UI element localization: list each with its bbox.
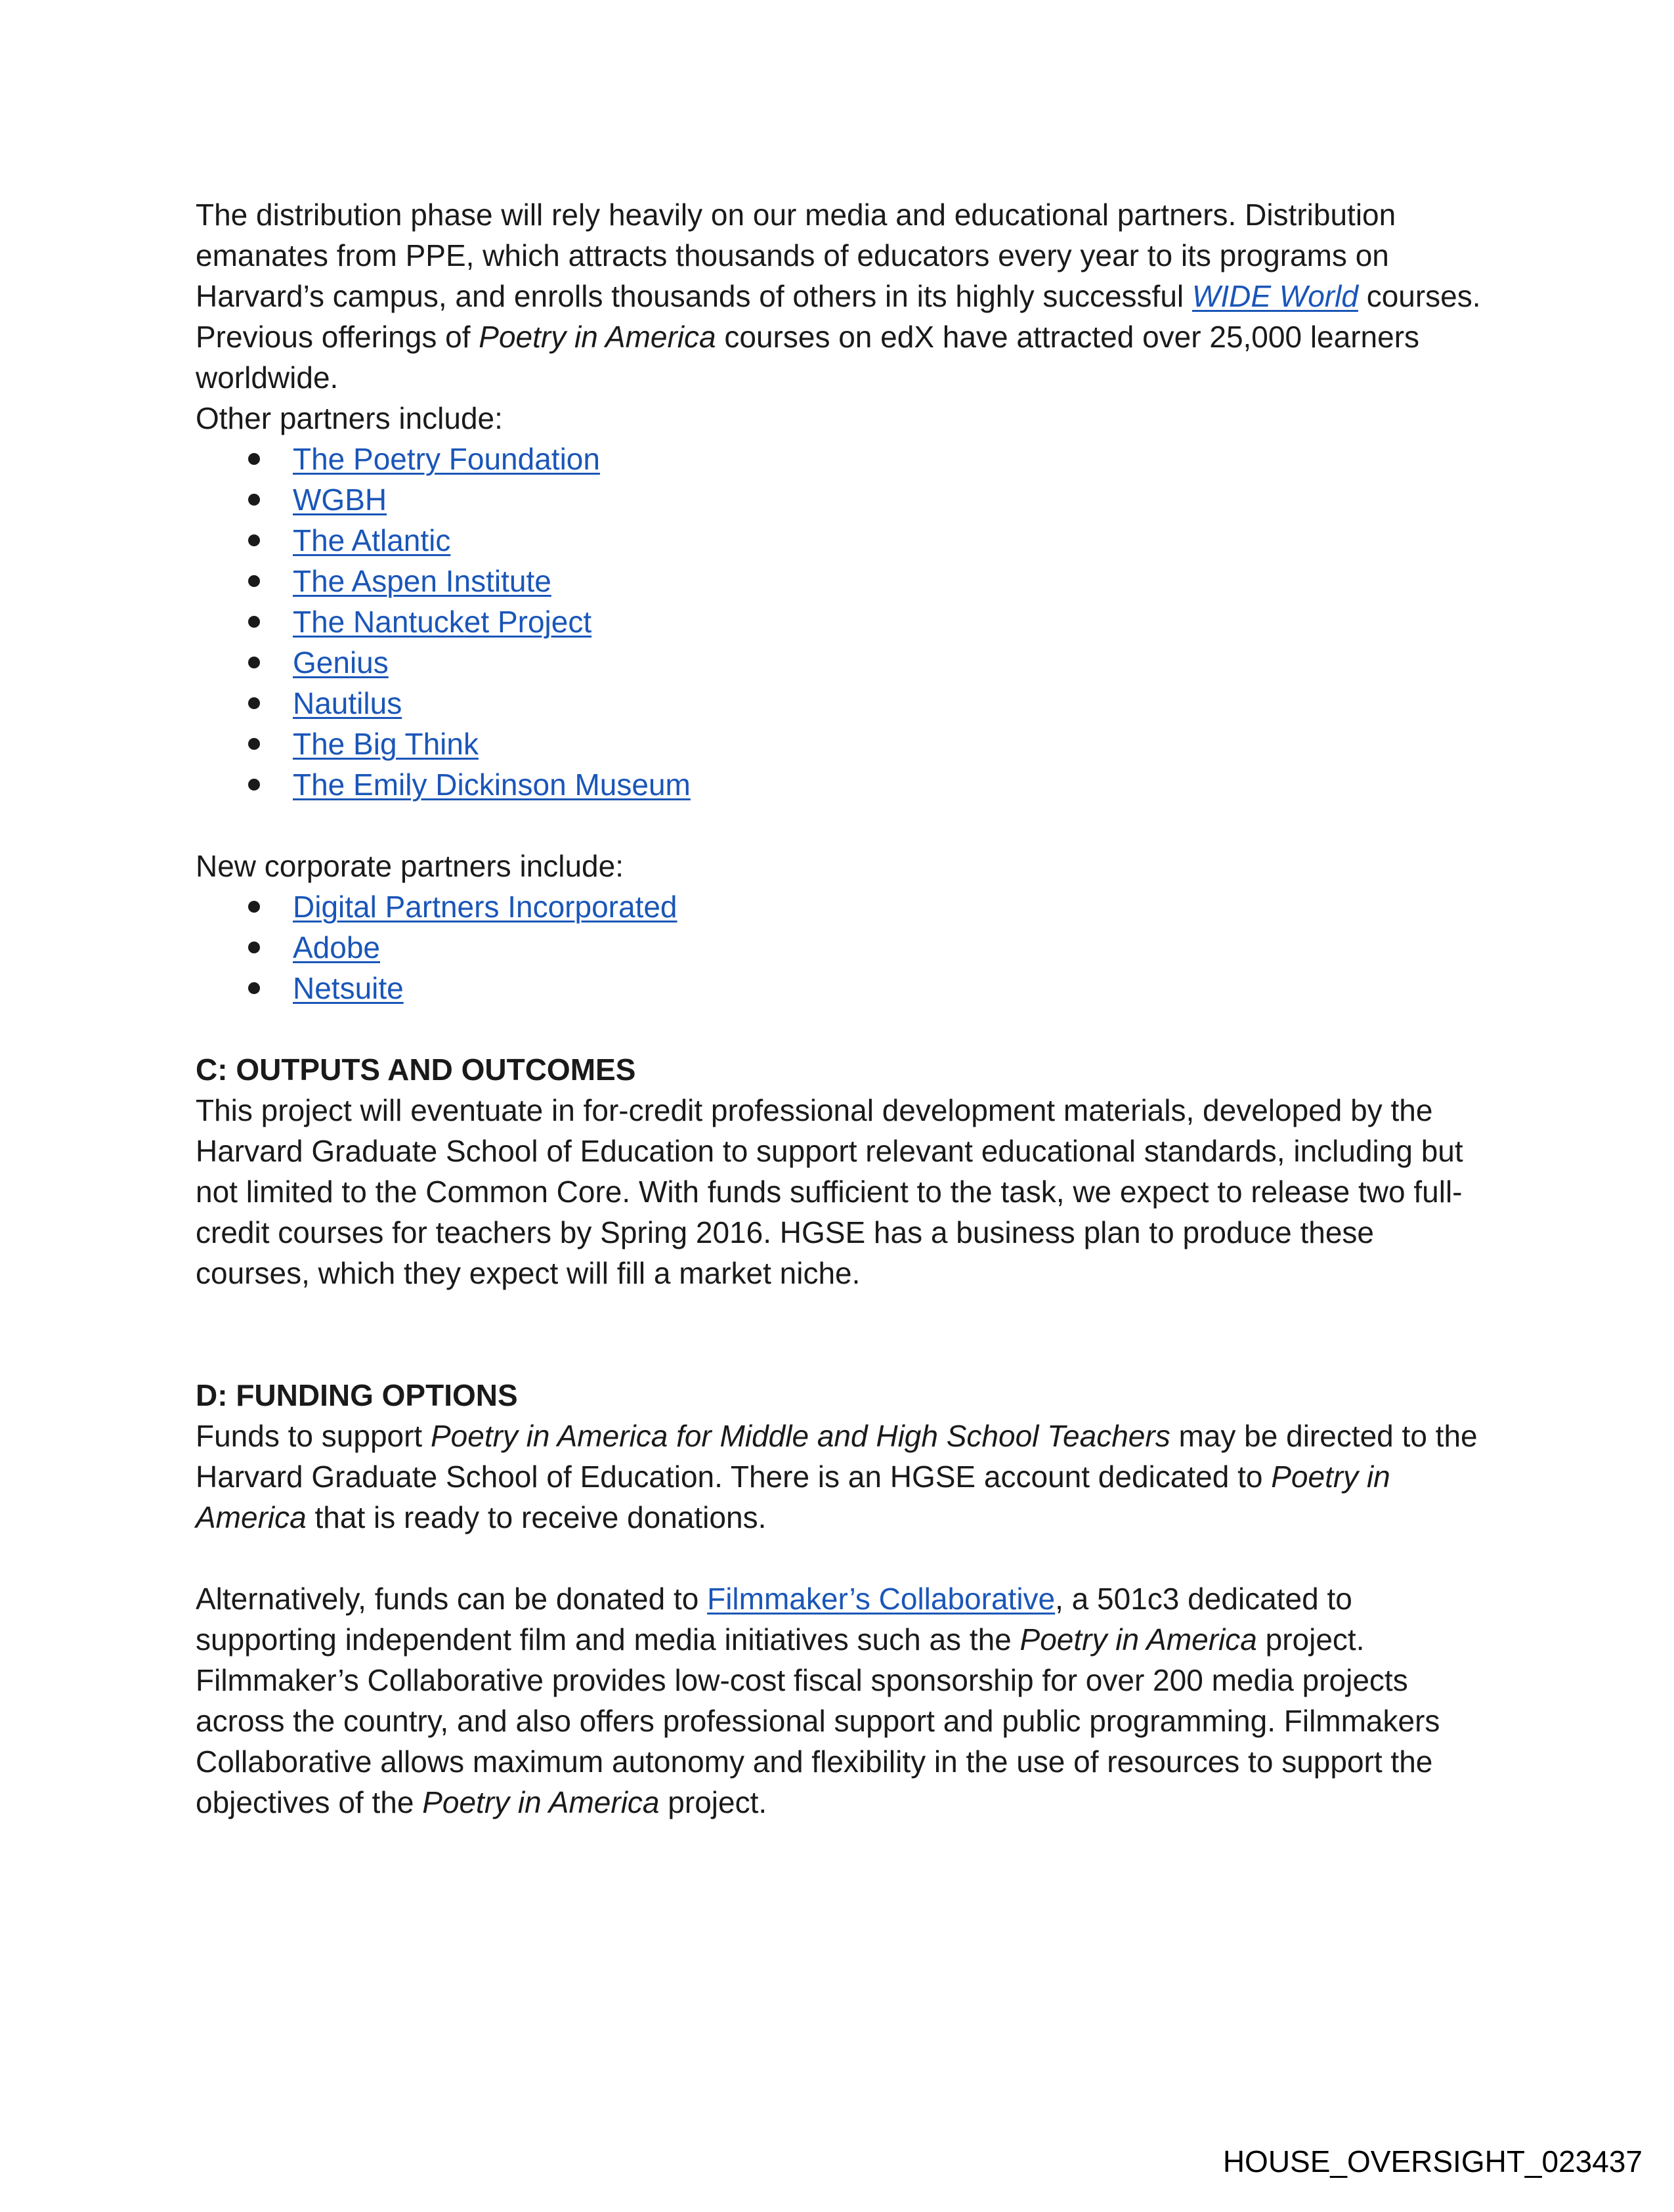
spacer [196, 1008, 1482, 1049]
list-item [196, 968, 1482, 1008]
partner-link-adobe[interactable]: Adobe [293, 930, 381, 965]
partner-link-digital-partners[interactable]: Digital Partners Incorporated [293, 890, 677, 924]
bullet-icon [248, 982, 260, 994]
list-item [196, 886, 1482, 927]
list-item [196, 601, 1482, 642]
bullet-icon [248, 453, 260, 465]
bullet-icon [248, 616, 260, 628]
corporate-partners-list [196, 886, 1482, 1008]
wide-world-link[interactable]: WIDE World [1191, 279, 1358, 313]
filmmakers-collaborative-link[interactable]: Filmmaker’s Collaborative [707, 1582, 1056, 1616]
partner-link-nantucket-project[interactable]: The Nantucket Project [293, 605, 592, 639]
bullet-icon [248, 697, 260, 709]
list-item [196, 683, 1482, 724]
partner-link-nautilus[interactable]: Nautilus [293, 686, 402, 720]
bullet-icon [248, 901, 260, 913]
other-partners-list [196, 439, 1482, 805]
partner-link-netsuite[interactable]: Netsuite [293, 971, 404, 1005]
bullet-icon [248, 494, 260, 506]
partner-link-emily-dickinson-museum[interactable]: The Emily Dickinson Museum [293, 768, 691, 802]
bullet-icon [248, 942, 260, 953]
distribution-paragraph: The distribution phase will rely heavily on our media and educational partners. Distribution emanates from PPE, which attracts thousands of educators every year to its programs on Harvard’s campus, and enrolls thousands of others in its highly successful WIDE World courses. Previous offerings of Poetry in America courses on edX have attracted over 25,000 learners worldwide. [196, 198, 1481, 395]
partner-link-atlantic[interactable]: The Atlantic [293, 523, 451, 557]
partner-link-big-think[interactable]: The Big Think [293, 727, 479, 761]
bullet-icon [248, 534, 260, 546]
bullet-icon [248, 575, 260, 587]
partner-link-poetry-foundation[interactable]: The Poetry Foundation [293, 442, 600, 476]
other-partners-label: Other partners include: [196, 401, 503, 435]
list-item [196, 927, 1482, 968]
list-item [196, 642, 1482, 683]
spacer [196, 1538, 1482, 1578]
funding-paragraph-1: Funds to support Poetry in America for Middle and High School Teachers may be directed to the Harvard Graduate School of Education. There is an HGSE account dedicated to Poetry in America that is ready to receive donations. [196, 1419, 1478, 1534]
list-item [196, 439, 1482, 479]
list-item [196, 520, 1482, 561]
section-heading-funding: D: FUNDING OPTIONS [196, 1378, 518, 1412]
funding-paragraph-2: Alternatively, funds can be donated to Filmmaker’s Collaborative, a 501c3 dedicated to supporting independent film and media initiatives such as the Poetry in America project. Filmmaker’s Collaborative provides low-cost fiscal sponsorship for over 200 media projects across the country, and also offers professional support and public programming. Filmmakers Collaborative allows maximum autonomy and flexibility in the use of resources to support the objectives of the Poetry in America project. [196, 1582, 1440, 1819]
document-page [196, 194, 1482, 1823]
spacer [196, 805, 1482, 846]
partner-link-aspen-institute[interactable]: The Aspen Institute [293, 564, 551, 598]
bates-number: HOUSE_OVERSIGHT_023437 [1222, 2144, 1642, 2179]
bullet-icon [248, 657, 260, 668]
partner-link-genius[interactable]: Genius [293, 645, 389, 680]
list-item [196, 764, 1482, 805]
bullet-icon [248, 738, 260, 750]
outputs-paragraph: This project will eventuate in for-credit professional development materials, developed by the Harvard Graduate School of Education to support relevant educational standards, including but not limited to the Common Core. With funds sufficient to the task, we expect to release two full-credit courses for teachers by Spring 2016. HGSE has a business plan to produce these courses, which they expect will fill a market niche. [196, 1093, 1463, 1290]
spacer [196, 1293, 1482, 1375]
list-item [196, 561, 1482, 601]
bullet-icon [248, 779, 260, 791]
list-item [196, 479, 1482, 520]
list-item [196, 724, 1482, 764]
corporate-partners-label: New corporate partners include: [196, 849, 624, 883]
section-heading-outputs: C: OUTPUTS AND OUTCOMES [196, 1052, 636, 1087]
partner-link-wgbh[interactable]: WGBH [293, 483, 387, 517]
